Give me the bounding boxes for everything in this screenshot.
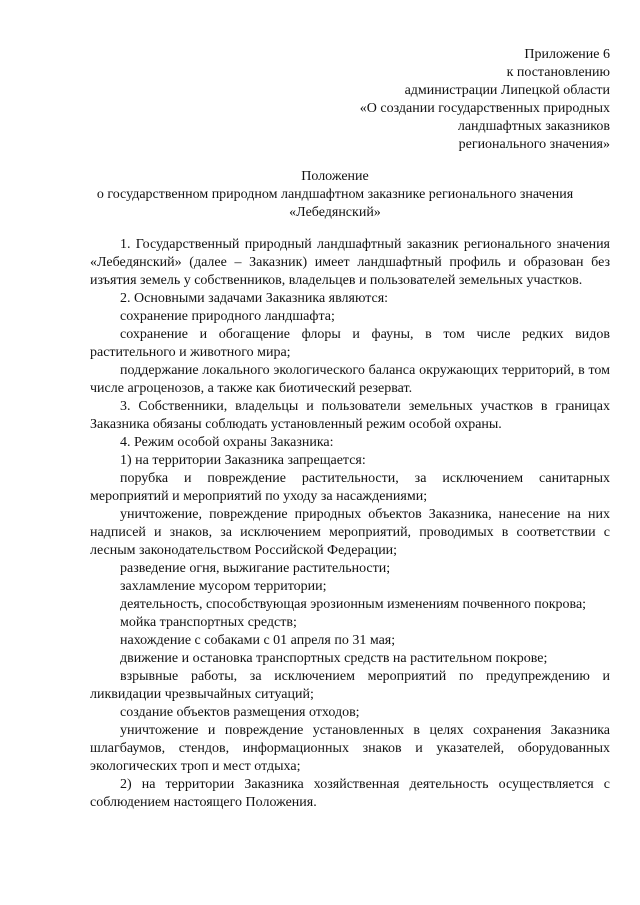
paragraph: 2) на территории Заказника хозяйственная деятельность осуществляется с соблюдением настоящего Положения. xyxy=(90,777,610,810)
list-item: нахождение с собаками с 01 апреля по 31 мая; xyxy=(120,633,396,648)
list-item: мойка транспортных средств; xyxy=(120,615,297,630)
list-item: движение и остановка транспортных средств на растительном покрове; xyxy=(120,651,548,666)
header-line: регионального значения» xyxy=(458,137,610,152)
paragraph: 1) на территории Заказника запрещается: xyxy=(120,453,366,468)
list-item: создание объектов размещения отходов; xyxy=(120,705,360,720)
list-item: взрывные работы, за исключением мероприятий по предупреждению и ликвидации чрезвычайных ситуаций; xyxy=(90,669,610,702)
list-item: разведение огня, выжигание растительности; xyxy=(120,561,391,576)
title-line: Положение xyxy=(301,169,369,184)
header-line: к постановлению xyxy=(506,65,610,80)
list-item: сохранение и обогащение флоры и фауны, в том числе редких видов растительного и животного мира; xyxy=(90,327,610,360)
document-body xyxy=(90,236,610,812)
list-item: уничтожение и повреждение установленных в целях сохранения Заказника шлагбаумов, стендов, информационных знаков и указателей, оборудованных экологических троп и мест отдыха; xyxy=(90,723,610,774)
paragraph: 4. Режим особой охраны Заказника: xyxy=(120,435,334,450)
paragraph: 1. Государственный природный ландшафтный заказник регионального значения «Лебедянский» (далее – Заказник) имеет ландшафтный профиль и образован без изъятия земель у собственников, владельцев и пользователей земельных участков. xyxy=(90,237,610,288)
appendix-header xyxy=(310,46,610,154)
header-line: Приложение 6 xyxy=(524,47,610,62)
list-item: деятельность, способствующая эрозионным изменениям почвенного покрова; xyxy=(120,597,587,612)
header-line: «О создании государственных природных xyxy=(359,101,610,116)
list-item: уничтожение, повреждение природных объектов Заказника, нанесение на них надписей и знаков, за исключением мероприятий, проводимых в соответствии с лесным законодательством Российской Федерации; xyxy=(90,507,610,558)
paragraph: 3. Собственники, владельцы и пользователи земельных участков в границах Заказника обязаны соблюдать установленный режим особой охраны. xyxy=(90,399,610,432)
header-line: ландшафтных заказников xyxy=(457,119,610,134)
document-title xyxy=(60,168,610,222)
list-item: сохранение природного ландшафта; xyxy=(120,309,335,324)
list-item: поддержание локального экологического баланса окружающих территорий, в том числе агроценозов, а также как биотический резерват. xyxy=(90,363,610,396)
title-line: «Лебедянский» xyxy=(289,205,381,220)
list-item: захламление мусором территории; xyxy=(120,579,327,594)
header-line: администрации Липецкой области xyxy=(404,83,610,98)
list-item: порубка и повреждение растительности, за исключением санитарных мероприятий и мероприятий по уходу за насаждениями; xyxy=(90,471,610,504)
paragraph: 2. Основными задачами Заказника являются: xyxy=(120,291,389,306)
title-line: о государственном природном ландшафтном заказнике регионального значения xyxy=(96,187,574,202)
